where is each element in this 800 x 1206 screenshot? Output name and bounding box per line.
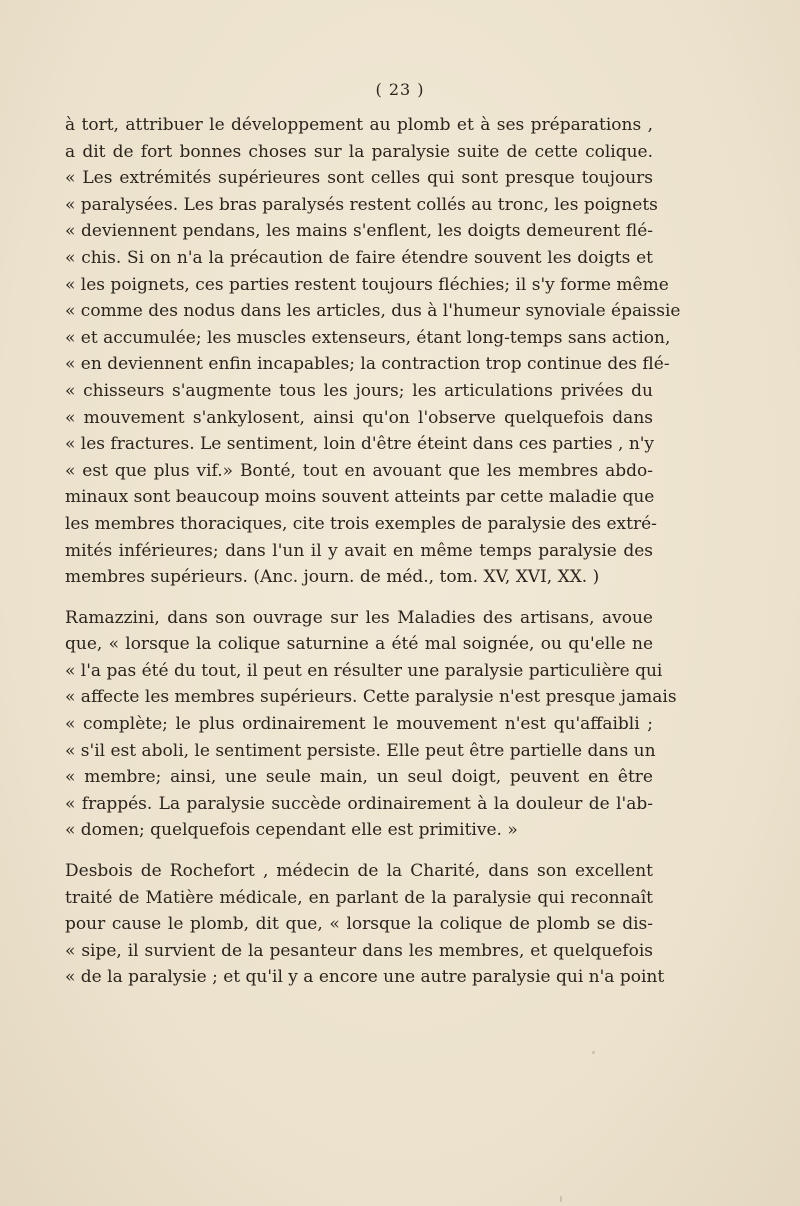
text-line: membres supérieurs. (Anc. journ. de méd., tom. XV, XVI, XX. ) — [65, 567, 600, 588]
text-line: Ramazzini, dans son ouvrage sur les Maladies des artisans, avoue — [65, 607, 653, 628]
text-line: « en deviennent enfin incapables; la contraction trop continue des flé- — [65, 354, 670, 375]
text-line: « affecte les membres supérieurs. Cette paralysie n'est presque jamais — [65, 687, 677, 708]
text-line: « l'a pas été du tout, il peut en résulter une paralysie particulière qui — [65, 660, 663, 681]
text-line: « sipe, il survient de la pesanteur dans les membres, et quelquefois — [65, 940, 653, 961]
text-line: minaux sont beaucoup moins souvent atteints par cette maladie que — [65, 487, 655, 508]
text-line: « membre; ainsi, une seule main, un seul doigt, peuvent en être — [65, 767, 653, 788]
text-line: « paralysées. Les bras paralysés restent collés au tronc, les poignets — [65, 194, 658, 215]
text-line: que, « lorsque la colique saturnine a été mal soignée, ou qu'elle ne — [65, 634, 653, 655]
text-line: traité de Matière médicale, en parlant de la paralysie qui reconnaît — [65, 887, 653, 908]
text-line: mités inférieures; dans l'un il y avait en même temps paralysie des — [65, 540, 653, 561]
paragraph-3 — [65, 858, 665, 991]
text-line: « s'il est aboli, le sentiment persiste. Elle peut être partielle dans un — [65, 740, 656, 761]
text-line: « comme des nodus dans les articles, dus à l'humeur synoviale épaissie — [65, 301, 681, 322]
text-line: pour cause le plomb, dit que, « lorsque la colique de plomb se dis- — [65, 914, 653, 935]
text-line: a dit de fort bonnes choses sur la paralysie suite de cette colique. — [65, 141, 653, 162]
paragraph-1 — [65, 112, 681, 591]
text-line: à tort, attribuer le développement au plomb et à ses préparations , — [65, 115, 653, 135]
paper-speck — [560, 1196, 562, 1202]
paper-speck — [592, 1051, 595, 1054]
text-line: « chisseurs s'augmente tous les jours; les articulations privées du — [65, 380, 653, 401]
text-line: « domen; quelquefois cependant elle est primitive. » — [65, 820, 518, 841]
text-line: « mouvement s'ankylosent, ainsi qu'on l'observe quelquefois dans — [65, 407, 653, 428]
text-line: les membres thoraciques, cite trois exemples de paralysie des extré- — [65, 513, 657, 534]
page-number: ( 23 ) — [375, 80, 425, 99]
text-line: « frappés. La paralysie succède ordinairement à la douleur de l'ab- — [65, 793, 653, 814]
text-line: « complète; le plus ordinairement le mouvement n'est qu'affaibli ; — [65, 714, 653, 735]
text-line: « de la paralysie ; et qu'il y a encore une autre paralysie qui n'a point — [65, 967, 665, 988]
text-line: « est que plus vif.» Bonté, tout en avouant que les membres abdo- — [65, 460, 653, 481]
text-line: « Les extrémités supérieures sont celles qui sont presque toujours — [65, 168, 653, 189]
body-text — [65, 112, 681, 991]
text-line: « les fractures. Le sentiment, loin d'être éteint dans ces parties , n'y — [65, 434, 655, 455]
paragraph-2 — [65, 605, 677, 844]
text-line: « chis. Si on n'a la précaution de faire étendre souvent les doigts et — [65, 247, 653, 268]
text-line: « et accumulée; les muscles extenseurs, étant long-temps sans action, — [65, 327, 671, 348]
text-line: « deviennent pendans, les mains s'enflent, les doigts demeurent flé- — [65, 221, 653, 242]
text-line: « les poignets, ces parties restent toujours fléchies; il s'y forme même — [65, 274, 669, 295]
text-line: Desbois de Rochefort , médecin de la Charité, dans son excellent — [65, 861, 653, 882]
